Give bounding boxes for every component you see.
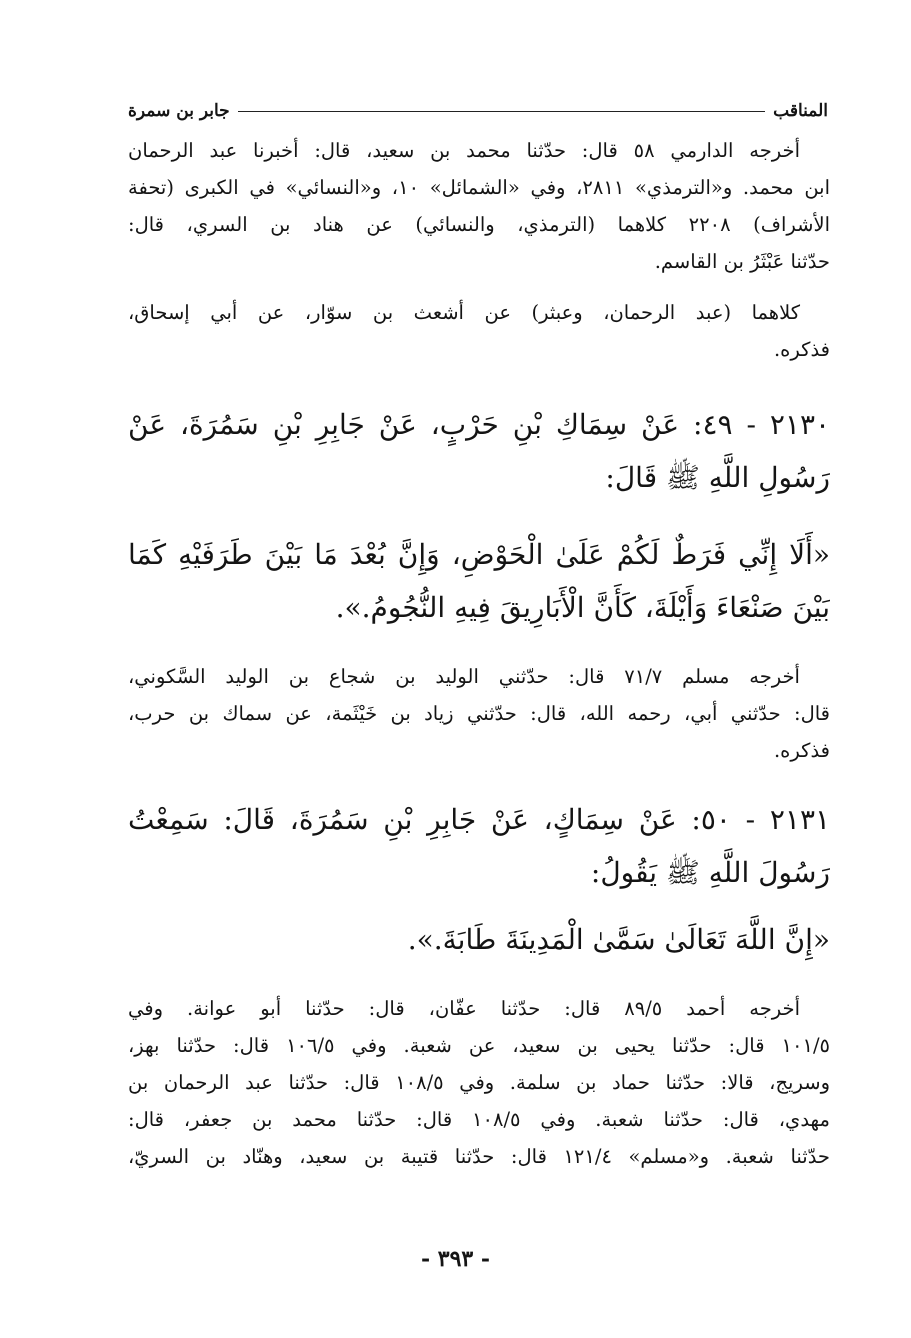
text-line: بَيْنَ صَنْعَاءَ وَأَيْلَةَ، كَأَنَّ الْأَبَارِيقَ فِيهِ النُّجُومُ.». — [335, 591, 830, 624]
page-body — [128, 132, 830, 1175]
text-line: وسريج، قالا: حدّثنا حماد بن سلمة. وفي ١٠٨/٥ قال: حدّثنا عبد الرحمان بن — [128, 1071, 830, 1094]
text-line: رَسُولَ اللَّهِ ﷺ يَقُولُ: — [590, 856, 830, 889]
text-line: ١٠١/٥ قال: حدّثنا يحيى بن سعيد، عن شعبة. وفي ١٠٦/٥ قال: حدّثنا بهز، — [128, 1034, 830, 1057]
text-line: الأشراف) ٢٢٠٨ كلاهما (الترمذي، والنسائي) عن هناد بن السري، قال: — [128, 213, 830, 236]
text-line: رَسُولِ اللَّهِ ﷺ قَالَ: — [605, 461, 830, 494]
text-line: «أَلَا إِنِّي فَرَطٌ لَكُمْ عَلَىٰ الْحَوْضِ، وَإِنَّ بُعْدَ مَا بَيْنَ طَرَفَيْهِ كَمَا — [128, 538, 830, 571]
text-line: حدّثنا شعبة. و«مسلم» ١٢١/٤ قال: حدّثنا قتيبة بن سعيد، وهنّاد بن السريّ، — [128, 1145, 830, 1168]
text-line: أخرجه أحمد ٨٩/٥ قال: حدّثنا عفّان، قال: حدّثنا أبو عوانة. وفي — [128, 997, 800, 1020]
text-line: مهدي، قال: حدّثنا شعبة. وفي ١٠٨/٥ قال: حدّثنا محمد بن جعفر، قال: — [128, 1108, 830, 1131]
header-chapter-title: جابر بن سمرة — [128, 101, 230, 121]
hadith-2130-heading — [128, 398, 830, 504]
hadith-2131-text — [128, 913, 830, 966]
paragraph-takhrij-2 — [128, 294, 830, 368]
text-line: حدّثنا عَبْثَرُ بن القاسم. — [654, 250, 830, 273]
header-section-title: المناقب — [773, 101, 828, 121]
text-line: كلاهما (عبد الرحمان، وعبثر) عن أشعث بن سوّار، عن أبي إسحاق، — [128, 301, 800, 324]
text-line: فذكره. — [773, 338, 830, 361]
text-line: أخرجه مسلم ٧١/٧ قال: حدّثني الوليد بن شجاع بن الوليد السَّكوني، — [128, 665, 800, 688]
text-line: فذكره. — [773, 739, 830, 762]
hadith-2130-text — [128, 528, 830, 634]
text-line: «إِنَّ اللَّهَ تَعَالَىٰ سَمَّىٰ الْمَدِينَةَ طَابَةَ.». — [407, 923, 830, 956]
paragraph-takhrij-3 — [128, 658, 830, 769]
paragraph-takhrij-1 — [128, 132, 830, 280]
running-header — [128, 96, 828, 126]
page-number: - ٣٩٣ - — [420, 1246, 491, 1272]
header-rule — [238, 111, 765, 112]
text-line: ٢١٣١ - ٥٠: عَنْ سِمَاكٍ، عَنْ جَابِرِ بْنِ سَمُرَةَ، قَالَ: سَمِعْتُ — [128, 803, 830, 836]
hadith-2131-heading — [128, 793, 830, 899]
text-line: قال: حدّثني أبي، رحمه الله، قال: حدّثني زياد بن خَيْثَمة، عن سماك بن حرب، — [128, 702, 830, 725]
text-line: ٢١٣٠ - ٤٩: عَنْ سِمَاكِ بْنِ حَرْبٍ، عَنْ جَابِرِ بْنِ سَمُرَةَ، عَنْ — [128, 408, 830, 441]
text-line: ابن محمد. و«الترمذي» ٢٨١١، وفي «الشمائل» ١٠، و«النسائي» في الكبرى (تحفة — [128, 176, 830, 199]
text-line: أخرجه الدارمي ٥٨ قال: حدّثنا محمد بن سعيد، قال: أخبرنا عبد الرحمان — [128, 139, 800, 162]
paragraph-takhrij-4 — [128, 990, 830, 1175]
